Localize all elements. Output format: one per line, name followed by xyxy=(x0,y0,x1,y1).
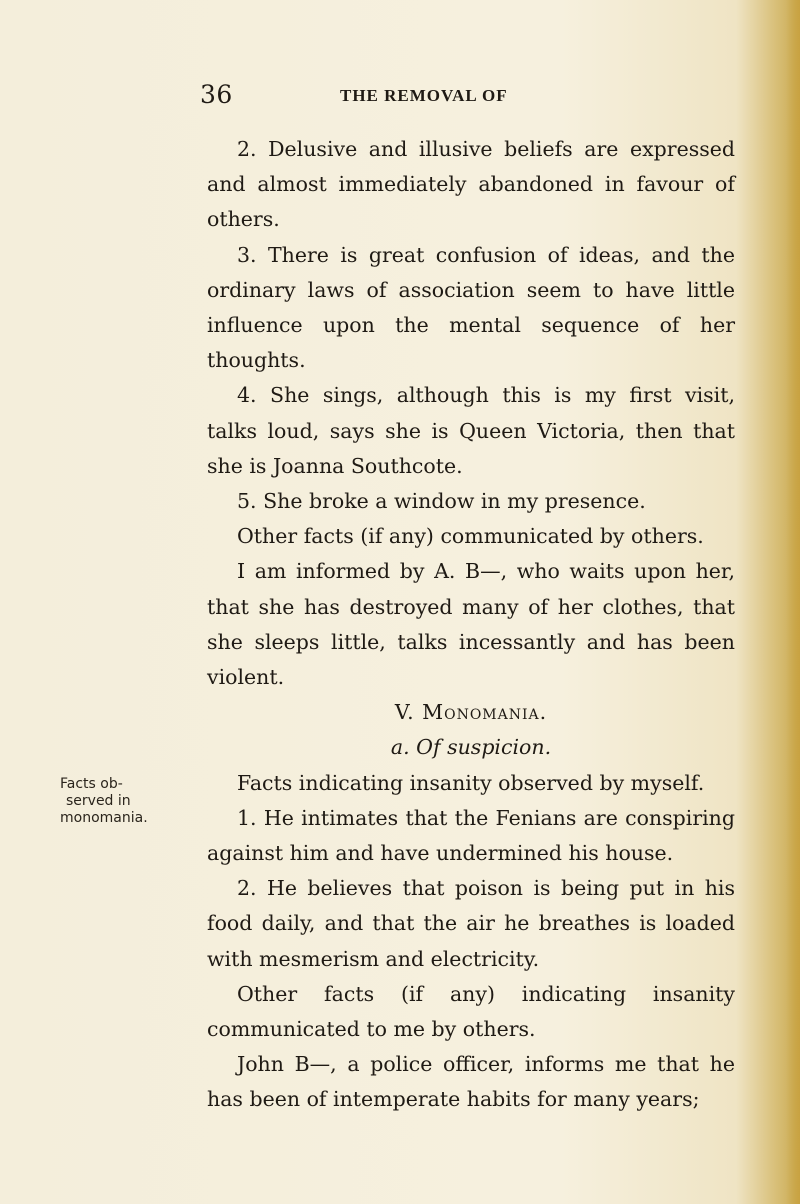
margin-note-line: monomania. xyxy=(60,810,148,826)
paragraph: 2. He believes that poison is being put in his food daily, and that the air he breathes is loaded with mesmerism and electricity. xyxy=(207,876,735,971)
paragraph: Other facts (if any) communicated by others. xyxy=(237,524,704,549)
subsection-heading: a. Of suspicion. xyxy=(390,735,552,760)
section-heading: V. Monomania. xyxy=(394,700,548,725)
paragraph: 2. Delusive and illusive beliefs are expressed and almost immediately abandoned in favour of others. xyxy=(207,137,735,232)
running-head: THE REMOVAL OF xyxy=(340,86,508,105)
margin-note xyxy=(60,776,170,827)
page-number: 36 xyxy=(200,80,233,109)
margin-note-line: Facts ob- xyxy=(60,776,123,792)
paragraph: I am informed by A. B—, who waits upon her, that she has destroyed many of her clothes, that she sleeps little, talks incessantly and has been violent. xyxy=(207,559,735,690)
paragraph: John B—, a police officer, informs me that he has been of intemperate habits for many years; xyxy=(207,1052,735,1112)
paragraph: Facts indicating insanity observed by myself. xyxy=(237,770,705,795)
page-header xyxy=(200,80,720,116)
paragraph: 5. She broke a window in my presence. xyxy=(237,489,646,514)
paragraph: Other facts (if any) indicating insanity communicated to me by others. xyxy=(207,981,735,1042)
paragraph: 4. She sings, although this is my first visit, talks loud, says she is Queen Victoria, then that she is Joanna Southcote. xyxy=(207,383,735,478)
body-text xyxy=(207,132,735,1118)
page-edge-shading xyxy=(786,0,800,1204)
margin-note-line: served in xyxy=(66,793,131,809)
paragraph: 1. He intimates that the Fenians are conspiring against him and have undermined his house. xyxy=(207,805,735,866)
paragraph: 3. There is great confusion of ideas, and the ordinary laws of association seem to have little influence upon the mental sequence of her thoughts. xyxy=(207,242,735,373)
